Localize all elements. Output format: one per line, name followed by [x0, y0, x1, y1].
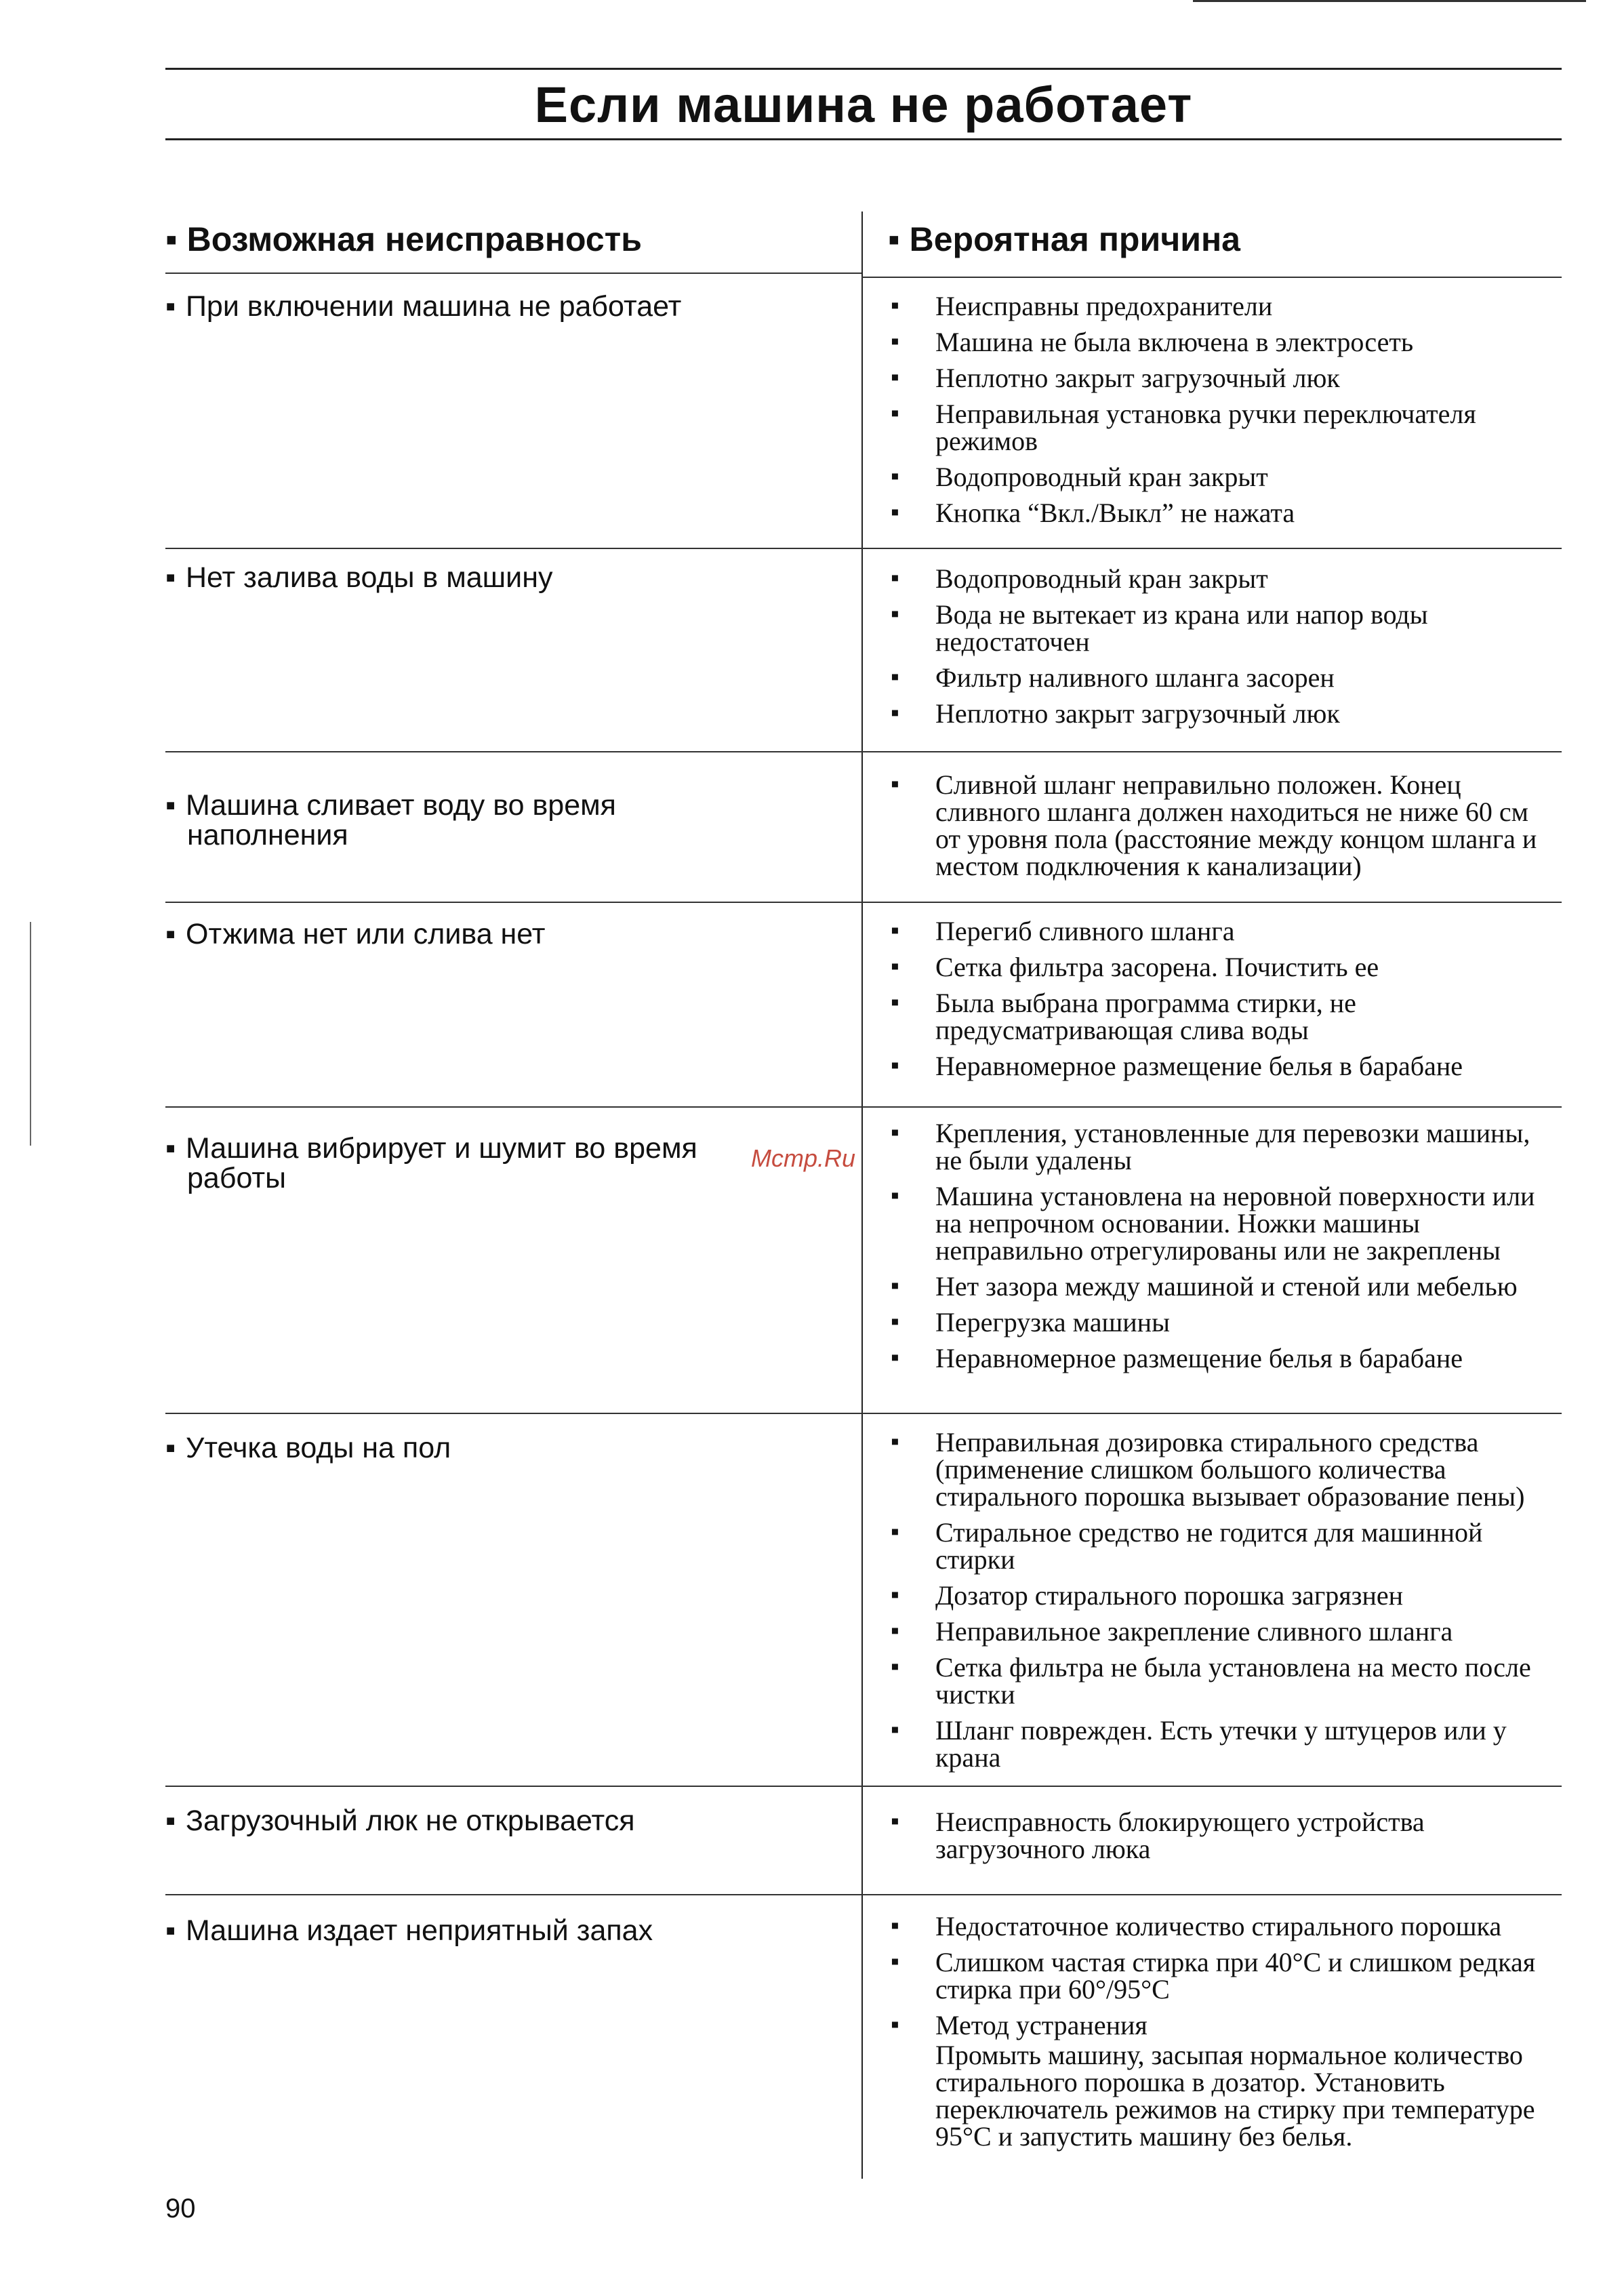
problem-row-7: [165, 1806, 843, 1836]
bullet-icon: ▪: [891, 1716, 899, 1743]
cause-item: ▪ Неисправны предохранители: [891, 291, 1273, 321]
problem-row-4: [165, 919, 843, 949]
cause-item: ▪ Машина установлена на неровной поверхности или на непрочном основании. Ножки машины неправильно отрегулированы или не закреплены: [891, 1181, 1535, 1266]
row-divider: [165, 548, 1562, 549]
causes-row-2: [881, 565, 1559, 736]
bullet-icon: ▪: [891, 1428, 899, 1455]
cause-item: ▪ Водопроводный кран закрыт: [891, 563, 1268, 594]
cause-item: ▪ Метод устранения: [891, 2010, 1148, 2040]
cause-item: ▪ Недостаточное количество стирального порошка: [891, 1911, 1502, 1941]
cause-item: ▪ Перегрузка машины: [891, 1307, 1170, 1337]
cause-item: ▪ Шланг поврежден. Есть утечки у штуцеров или у крана: [891, 1715, 1507, 1773]
cause-item: ▪ Дозатор стирального порошка загрязнен: [891, 1580, 1404, 1611]
row-divider: [165, 751, 1562, 752]
bullet-icon: ▪: [165, 290, 176, 323]
cause-item: ▪ Сливной шланг неправильно положен. Конец сливного шланга должен находиться не ниже 60 см от уровня пола (расстояние между концом шланга и местом подключения к канализации): [891, 769, 1537, 881]
cause-item: ▪ Сетка фильтра засорена. Почистить ее: [891, 952, 1379, 982]
cause-item: ▪ Нет зазора между машиной и стеной или мебелью: [891, 1271, 1518, 1302]
bullet-icon: ▪: [891, 663, 899, 690]
cause-item: ▪ Неплотно закрыт загрузочный люк: [891, 363, 1340, 393]
problem-text: Машина издает неприятный запах: [186, 1914, 653, 1947]
bullet-icon: ▪: [891, 1272, 899, 1299]
watermark: Mcmp.Ru: [751, 1144, 856, 1172]
bullet-icon: ▪: [891, 952, 899, 980]
problem-text: Машина сливает воду во время: [186, 789, 616, 822]
bullet-icon: ▪: [888, 220, 900, 258]
bullet-icon: ▪: [891, 1653, 899, 1680]
causes-row-4: [881, 918, 1559, 1089]
problem-text: При включении машина не работает: [186, 290, 682, 323]
problem-text: Утечка воды на пол: [186, 1432, 451, 1464]
bullet-icon: ▪: [891, 498, 899, 525]
bullet-icon: ▪: [891, 1308, 899, 1335]
cause-item: ▪ Фильтр наливного шланга засорен: [891, 662, 1335, 693]
cause-item: ▪ Водопроводный кран закрыт: [891, 462, 1268, 492]
bullet-icon: ▪: [891, 1807, 899, 1834]
cause-item: ▪ Неравномерное размещение белья в барабане: [891, 1051, 1463, 1081]
bullet-icon: ▪: [891, 699, 899, 726]
header-rule-right: [861, 277, 1562, 278]
bullet-icon: ▪: [165, 561, 176, 594]
causes-row-3: [881, 771, 1559, 889]
bullet-icon: ▪: [891, 564, 899, 591]
causes-row-6: [881, 1429, 1559, 1780]
row-divider: [165, 1894, 1562, 1895]
cause-item: ▪ Неплотно закрыт загрузочный люк: [891, 698, 1340, 729]
cause-item: ▪ Перегиб сливного шланга: [891, 916, 1235, 946]
cause-item: ▪ Сетка фильтра не была установлена на место после чистки: [891, 1652, 1531, 1710]
bullet-icon: ▪: [891, 291, 899, 319]
bullet-icon: ▪: [891, 2011, 899, 2038]
problem-row-8: [165, 1916, 843, 1946]
remedy-note: Промыть машину, засыпая нормальное количество стирального порошка в дозатор. Установить переключатель режимов на стирку при температуре 95°C и запустить машину без белья.: [935, 2040, 1535, 2152]
header-left: ▪ Возможная неисправность: [165, 220, 642, 258]
title-rule-bottom: [165, 138, 1562, 140]
bullet-icon: ▪: [891, 1617, 899, 1644]
row-divider: [165, 1106, 1562, 1108]
page-number: 90: [165, 2194, 196, 2223]
problem-text: Отжима нет или слива нет: [186, 918, 546, 950]
cause-item: ▪ Слишком частая стирка при 40°C и слишком редкая стирка при 60°/95°C: [891, 1947, 1536, 2005]
bullet-icon: ▪: [891, 399, 899, 426]
causes-row-5: [881, 1120, 1559, 1381]
margin-mark: [30, 922, 31, 1146]
bullet-icon: ▪: [891, 1948, 899, 1975]
bullet-icon: ▪: [165, 789, 176, 822]
bullet-icon: ▪: [165, 1132, 176, 1165]
cause-item: ▪ Кнопка “Вкл./Выкл” не нажата: [891, 498, 1295, 528]
cause-item: ▪ Неисправность блокирующего устройства загрузочного люка: [891, 1807, 1425, 1864]
causes-row-1: [881, 293, 1559, 536]
problem-row-6: [165, 1433, 843, 1463]
bullet-icon: ▪: [165, 220, 178, 258]
problem-row-5: [165, 1133, 843, 1193]
top-edge-line: [1193, 0, 1586, 2]
bullet-icon: ▪: [165, 1432, 176, 1464]
causes-row-7: [881, 1809, 1559, 1872]
bullet-icon: ▪: [165, 1805, 176, 1837]
cause-item: ▪ Крепления, установленные для перевозки машины, не были удалены: [891, 1118, 1530, 1175]
row-divider: [165, 1413, 1562, 1414]
row-divider: [165, 1786, 1562, 1787]
bullet-icon: ▪: [891, 1182, 899, 1209]
title-rule-top: [165, 68, 1562, 70]
cause-item: ▪ Вода не вытекает из крана или напор воды недостаточен: [891, 599, 1428, 657]
cause-item: ▪ Стиральное средство не годится для машинной стирки: [891, 1517, 1483, 1575]
bullet-icon: ▪: [891, 770, 899, 797]
bullet-icon: ▪: [165, 918, 176, 950]
problem-text: Загрузочный люк не открывается: [186, 1805, 635, 1837]
cause-item: ▪ Неравномерное размещение белья в барабане: [891, 1343, 1463, 1373]
bullet-icon: ▪: [891, 327, 899, 355]
cause-item: ▪ Неправильная установка ручки переключателя режимов: [891, 399, 1476, 456]
bullet-icon: ▪: [165, 1914, 176, 1947]
column-separator: [861, 212, 863, 2179]
cause-item: ▪ Неправильная дозировка стирального средства (применение слишком большого количества стирального порошка вызывает образование пены): [891, 1427, 1525, 1512]
header-right: ▪ Вероятная причина: [888, 220, 1240, 258]
bullet-icon: ▪: [891, 1581, 899, 1608]
problem-text-cont: наполнения: [187, 819, 348, 851]
cause-item: ▪ Была выбрана программа стирки, не предусматривающая слива воды: [891, 988, 1356, 1045]
row-divider: [165, 902, 1562, 903]
bullet-icon: ▪: [891, 1344, 899, 1371]
problem-row-3: [165, 790, 843, 850]
bullet-icon: ▪: [891, 917, 899, 944]
header-rule-left: [165, 273, 861, 274]
cause-item: ▪ Неправильное закрепление сливного шланга: [891, 1616, 1453, 1647]
cause-item: ▪ Машина не была включена в электросеть: [891, 327, 1414, 357]
bullet-icon: ▪: [891, 462, 899, 489]
bullet-icon: ▪: [891, 1912, 899, 1939]
bullet-icon: ▪: [891, 1518, 899, 1545]
problem-text: Нет залива воды в машину: [186, 561, 553, 594]
bullet-icon: ▪: [891, 600, 899, 627]
bullet-icon: ▪: [891, 988, 899, 1015]
causes-row-8: [881, 1913, 1559, 2150]
problem-row-1: [165, 291, 843, 321]
bullet-icon: ▪: [891, 363, 899, 390]
bullet-icon: ▪: [891, 1051, 899, 1079]
problem-row-2: [165, 563, 843, 592]
problem-text: Машина вибрирует и шумит во время: [186, 1132, 697, 1165]
problem-text-cont: работы: [187, 1162, 287, 1194]
page-title: Если машина не работает: [534, 77, 1193, 133]
bullet-icon: ▪: [891, 1119, 899, 1146]
